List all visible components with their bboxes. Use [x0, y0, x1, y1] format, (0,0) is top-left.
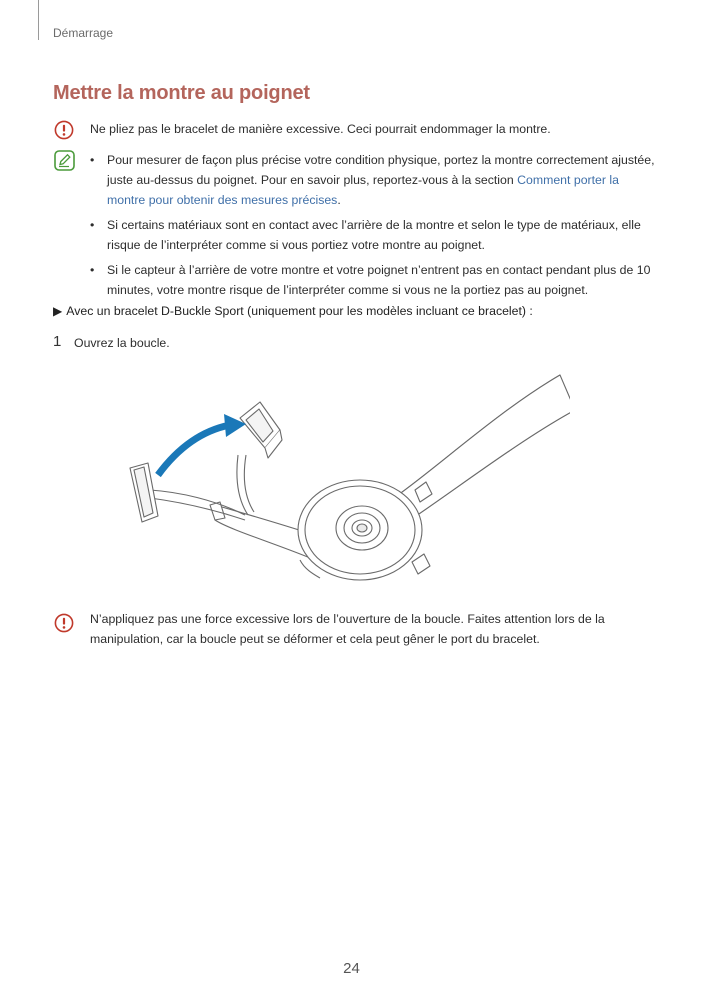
side-rule — [38, 0, 39, 40]
bullet: • — [90, 153, 95, 167]
section-link[interactable]: Comment porter la montre pour obtenir des mesures précises — [107, 173, 619, 207]
caution-text: N’appliquez pas une force excessive lors de l’ouverture de la boucle. Faites attention lors de la manipulation, car la boucle peut se déformer et cela peut gêner le port du bracelet. — [90, 612, 605, 646]
caution-icon — [54, 120, 74, 140]
bullet: • — [90, 263, 95, 277]
list-item: • Pour mesurer de façon plus précise votre condition physique, portez la montre correctement ajustée, juste au-dessus du poignet. Pour en savoir plus, reportez-vous à la section Comment porter la montre pour obtenir des mesures précises. — [90, 150, 655, 210]
caution-icon — [54, 613, 74, 633]
triangle-right-icon: ▶ — [53, 304, 63, 318]
step-text: Ouvrez la boucle. — [74, 336, 170, 350]
note-icon — [54, 150, 75, 171]
list-item: • Si le capteur à l’arrière de votre montre et votre poignet n’entrent pas en contact pendant plus de 10 minutes, votre montre risque de l’interpréter comme si vous ne la portiez pas au poignet. — [90, 260, 655, 300]
caution-text: Ne pliez pas le bracelet de manière excessive. Ceci pourrait endommager la montre. — [90, 122, 551, 136]
subheading: ▶ Avec un bracelet D-Buckle Sport (uniquement pour les modèles incluant ce bracelet) : — [53, 304, 533, 318]
running-header: Démarrage — [53, 26, 114, 40]
step-number: 1 — [53, 333, 62, 350]
section-title: Mettre la montre au poignet — [53, 82, 310, 104]
notes-list — [90, 150, 655, 305]
list-item: • Si certains matériaux sont en contact avec l’arrière de la montre et selon le type de matériaux, elle risque de l’interpréter comme si vous portiez votre montre au poignet. — [90, 215, 655, 255]
bullet: • — [90, 218, 95, 232]
watch-buckle-illustration — [120, 370, 570, 600]
page-number: 24 — [343, 960, 360, 977]
